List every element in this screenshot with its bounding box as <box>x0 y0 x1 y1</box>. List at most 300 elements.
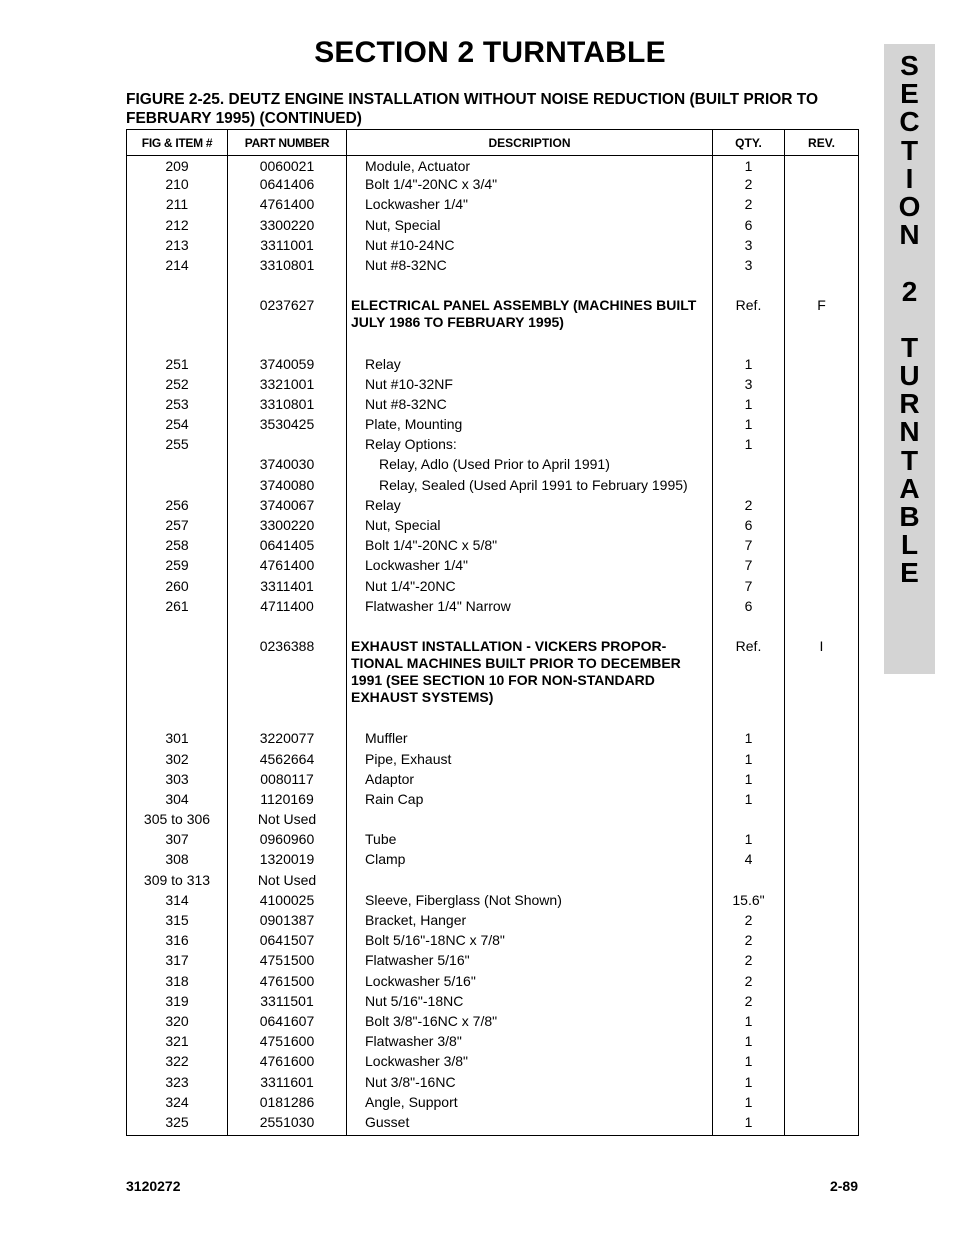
fig-item-cell <box>127 456 228 476</box>
spacer-cell <box>127 618 228 638</box>
qty-cell <box>713 456 785 476</box>
table-row <box>127 598 859 618</box>
fig-item-cell: 252 <box>127 376 228 396</box>
fig-item-cell: 260 <box>127 578 228 598</box>
fig-item-cell: 322 <box>127 1053 228 1073</box>
description-cell <box>347 872 713 892</box>
side-tab-letter: T <box>900 331 919 363</box>
side-tab-letter: U <box>899 360 920 392</box>
rev-cell <box>785 993 859 1013</box>
description-cell: Flatwasher 3/8" <box>347 1033 713 1053</box>
table-row <box>127 156 859 177</box>
part-number-cell: 3740030 <box>228 456 347 476</box>
spacer-cell <box>127 335 228 355</box>
spacer-row <box>127 277 859 297</box>
qty-cell: 2 <box>713 912 785 932</box>
table-row <box>127 578 859 598</box>
rev-cell: I <box>785 638 859 710</box>
spacer-cell <box>785 618 859 638</box>
side-tab-letter: I <box>905 162 914 194</box>
qty-cell: 2 <box>713 497 785 517</box>
description-cell: Bracket, Hanger <box>347 912 713 932</box>
fig-item-cell: 304 <box>127 791 228 811</box>
fig-item-cell: 305 to 306 <box>127 811 228 831</box>
qty-cell: 6 <box>713 217 785 237</box>
rev-cell <box>785 912 859 932</box>
qty-cell: 15.6" <box>713 892 785 912</box>
part-number-cell: 3321001 <box>228 376 347 396</box>
part-number-cell: 3310801 <box>228 257 347 277</box>
parts-table-body <box>127 156 859 1136</box>
rev-cell <box>785 791 859 811</box>
column-header-part-number: PART NUMBER <box>228 130 347 156</box>
qty-cell: 2 <box>713 196 785 216</box>
table-row <box>127 436 859 456</box>
description-cell: Lockwasher 5/16" <box>347 973 713 993</box>
fig-item-cell: 317 <box>127 952 228 972</box>
description-cell: Bolt 1/4"-20NC x 5/8" <box>347 537 713 557</box>
qty-cell: 1 <box>713 436 785 456</box>
part-number-cell: 3740080 <box>228 477 347 497</box>
description-cell: Angle, Support <box>347 1094 713 1114</box>
fig-item-cell: 301 <box>127 730 228 750</box>
rev-cell <box>785 952 859 972</box>
part-number-cell: 0237627 <box>228 297 347 335</box>
rev-cell <box>785 578 859 598</box>
rev-cell <box>785 517 859 537</box>
qty-cell: 7 <box>713 557 785 577</box>
part-number-cell: 4562664 <box>228 751 347 771</box>
side-tab-letter: C <box>899 106 920 138</box>
spacer-cell <box>347 618 713 638</box>
part-number-cell: 3310801 <box>228 396 347 416</box>
qty-cell: 6 <box>713 517 785 537</box>
description-cell: Nut #10-24NC <box>347 237 713 257</box>
description-cell: Gusset <box>347 1114 713 1136</box>
rev-cell <box>785 356 859 376</box>
assembly-row <box>127 638 859 710</box>
spacer-row <box>127 618 859 638</box>
table-row <box>127 751 859 771</box>
rev-cell <box>785 416 859 436</box>
part-number-cell: 0641607 <box>228 1013 347 1033</box>
description-cell: Lockwasher 3/8" <box>347 1053 713 1073</box>
rev-cell <box>785 892 859 912</box>
table-row <box>127 771 859 791</box>
qty-cell: 2 <box>713 176 785 196</box>
spacer-cell <box>228 710 347 730</box>
part-number-cell: 4761400 <box>228 557 347 577</box>
rev-cell <box>785 973 859 993</box>
fig-item-cell: 321 <box>127 1033 228 1053</box>
description-cell: Lockwasher 1/4" <box>347 557 713 577</box>
table-row <box>127 1094 859 1114</box>
table-row <box>127 851 859 871</box>
table-row <box>127 1074 859 1094</box>
part-number-cell: Not Used <box>228 872 347 892</box>
qty-cell: Ref. <box>713 638 785 710</box>
description-cell: EXHAUST INSTALLATION - VICKERS PROPOR-TIONAL MACHINES BUILT PRIOR TO DECEMBER 1991 (SEE SECTION 10 FOR NON-STANDARD EXHAUST SYSTEMS) <box>347 638 713 710</box>
page-number: 2-89 <box>829 1178 858 1194</box>
side-tab-letter: A <box>899 472 920 504</box>
table-row <box>127 831 859 851</box>
qty-cell: 1 <box>713 1053 785 1073</box>
spacer-cell <box>785 277 859 297</box>
fig-item-cell: 258 <box>127 537 228 557</box>
qty-cell: 2 <box>713 952 785 972</box>
rev-cell <box>785 156 859 177</box>
part-number-cell: 3311401 <box>228 578 347 598</box>
qty-cell: 7 <box>713 578 785 598</box>
table-row <box>127 196 859 216</box>
table-row <box>127 176 859 196</box>
rev-cell <box>785 771 859 791</box>
description-cell: Nut, Special <box>347 517 713 537</box>
description-cell: Relay Options: <box>347 436 713 456</box>
description-cell: Relay, Sealed (Used April 1991 to February 1995) <box>347 477 713 497</box>
description-cell: Rain Cap <box>347 791 713 811</box>
table-row <box>127 973 859 993</box>
rev-cell <box>785 872 859 892</box>
document-number: 3120272 <box>126 1178 181 1194</box>
part-number-cell: 0080117 <box>228 771 347 791</box>
part-number-cell: 4761600 <box>228 1053 347 1073</box>
part-number-cell: 4761400 <box>228 196 347 216</box>
qty-cell: 1 <box>713 356 785 376</box>
spacer-cell <box>785 710 859 730</box>
rev-cell: F <box>785 297 859 335</box>
qty-cell <box>713 872 785 892</box>
assembly-row <box>127 297 859 335</box>
qty-cell: 2 <box>713 993 785 1013</box>
description-cell: Clamp <box>347 851 713 871</box>
rev-cell <box>785 851 859 871</box>
column-header-fig-item: FIG & ITEM # <box>127 130 228 156</box>
table-row <box>127 1114 859 1136</box>
fig-item-cell: 307 <box>127 831 228 851</box>
fig-item-cell: 314 <box>127 892 228 912</box>
part-number-cell: 4761500 <box>228 973 347 993</box>
qty-cell: 1 <box>713 751 785 771</box>
table-row <box>127 1053 859 1073</box>
qty-cell: 1 <box>713 156 785 177</box>
side-tab-letter: E <box>900 557 919 589</box>
table-row <box>127 217 859 237</box>
fig-item-cell: 251 <box>127 356 228 376</box>
table-row <box>127 557 859 577</box>
spacer-cell <box>228 335 347 355</box>
rev-cell <box>785 1074 859 1094</box>
side-tab-letter: T <box>900 134 919 166</box>
fig-item-cell: 211 <box>127 196 228 216</box>
table-row <box>127 537 859 557</box>
side-tab-letter: N <box>899 416 920 448</box>
table-row <box>127 791 859 811</box>
fig-item-cell: 319 <box>127 993 228 1013</box>
description-cell: Pipe, Exhaust <box>347 751 713 771</box>
fig-item-cell: 255 <box>127 436 228 456</box>
section-title: SECTION 2 TURNTABLE <box>314 36 666 69</box>
rev-cell <box>785 196 859 216</box>
qty-cell: 1 <box>713 791 785 811</box>
fig-item-cell <box>127 477 228 497</box>
fig-item-cell: 325 <box>127 1114 228 1136</box>
table-row <box>127 952 859 972</box>
spacer-cell <box>347 710 713 730</box>
rev-cell <box>785 257 859 277</box>
part-number-cell: 3740059 <box>228 356 347 376</box>
fig-item-cell: 261 <box>127 598 228 618</box>
qty-cell: 1 <box>713 771 785 791</box>
qty-cell <box>713 477 785 497</box>
fig-item-cell <box>127 638 228 710</box>
qty-cell: 4 <box>713 851 785 871</box>
description-cell: Nut 1/4"-20NC <box>347 578 713 598</box>
part-number-cell: 3311501 <box>228 993 347 1013</box>
fig-item-cell: 324 <box>127 1094 228 1114</box>
qty-cell: 1 <box>713 396 785 416</box>
table-row <box>127 376 859 396</box>
fig-item-cell: 213 <box>127 237 228 257</box>
table-row <box>127 257 859 277</box>
section-side-tab <box>884 44 935 674</box>
part-number-cell: 3220077 <box>228 730 347 750</box>
table-row <box>127 477 859 497</box>
table-row <box>127 396 859 416</box>
qty-cell: Ref. <box>713 297 785 335</box>
qty-cell: 1 <box>713 1094 785 1114</box>
rev-cell <box>785 537 859 557</box>
rev-cell <box>785 497 859 517</box>
description-cell: Module, Actuator <box>347 156 713 177</box>
rev-cell <box>785 477 859 497</box>
part-number-cell: 0181286 <box>228 1094 347 1114</box>
rev-cell <box>785 1033 859 1053</box>
side-tab-letter: R <box>899 388 920 420</box>
table-row <box>127 932 859 952</box>
rev-cell <box>785 1013 859 1033</box>
fig-item-cell: 302 <box>127 751 228 771</box>
side-tab-letter: N <box>899 219 920 251</box>
description-cell: Nut 5/16"-18NC <box>347 993 713 1013</box>
qty-cell: 1 <box>713 1033 785 1053</box>
table-row <box>127 237 859 257</box>
description-cell: Bolt 5/16"-18NC x 7/8" <box>347 932 713 952</box>
table-row <box>127 1033 859 1053</box>
part-number-cell: 4711400 <box>228 598 347 618</box>
description-cell: Tube <box>347 831 713 851</box>
qty-cell: 1 <box>713 416 785 436</box>
spacer-cell <box>127 277 228 297</box>
rev-cell <box>785 811 859 831</box>
description-cell: Flatwasher 5/16" <box>347 952 713 972</box>
qty-cell: 2 <box>713 932 785 952</box>
part-number-cell: 0901387 <box>228 912 347 932</box>
rev-cell <box>785 932 859 952</box>
table-row <box>127 1013 859 1033</box>
side-tab-letter: T <box>900 444 919 476</box>
side-tab-letters <box>884 52 935 588</box>
description-cell: Muffler <box>347 730 713 750</box>
spacer-cell <box>785 335 859 355</box>
description-cell: Nut #8-32NC <box>347 257 713 277</box>
description-cell: Relay <box>347 356 713 376</box>
spacer-cell <box>347 335 713 355</box>
part-number-cell: 3300220 <box>228 517 347 537</box>
rev-cell <box>785 376 859 396</box>
spacer-cell <box>127 710 228 730</box>
fig-item-cell: 209 <box>127 156 228 177</box>
description-cell: Plate, Mounting <box>347 416 713 436</box>
part-number-cell: 1320019 <box>228 851 347 871</box>
description-cell: ELECTRICAL PANEL ASSEMBLY (MACHINES BUILT JULY 1986 TO FEBRUARY 1995) <box>347 297 713 335</box>
table-row <box>127 730 859 750</box>
spacer-cell <box>713 710 785 730</box>
part-number-cell: 0641405 <box>228 537 347 557</box>
table-row <box>127 497 859 517</box>
fig-item-cell: 315 <box>127 912 228 932</box>
side-tab-letter: 2 <box>901 275 918 307</box>
side-tab-letter: L <box>900 529 919 561</box>
table-header-row <box>127 130 859 156</box>
table-row <box>127 356 859 376</box>
rev-cell <box>785 751 859 771</box>
description-cell: Nut, Special <box>347 217 713 237</box>
part-number-cell: 0236388 <box>228 638 347 710</box>
part-number-cell: 3311001 <box>228 237 347 257</box>
description-cell: Nut 3/8"-16NC <box>347 1074 713 1094</box>
qty-cell: 3 <box>713 376 785 396</box>
part-number-cell: 0060021 <box>228 156 347 177</box>
fig-item-cell: 320 <box>127 1013 228 1033</box>
part-number-cell: 0960960 <box>228 831 347 851</box>
table-row <box>127 872 859 892</box>
rev-cell <box>785 217 859 237</box>
description-cell: Sleeve, Fiberglass (Not Shown) <box>347 892 713 912</box>
fig-item-cell: 214 <box>127 257 228 277</box>
table-row <box>127 811 859 831</box>
fig-item-cell: 259 <box>127 557 228 577</box>
spacer-cell <box>713 618 785 638</box>
table-row <box>127 416 859 436</box>
qty-cell: 1 <box>713 1074 785 1094</box>
parts-table <box>126 129 859 1136</box>
fig-item-cell: 316 <box>127 932 228 952</box>
part-number-cell: 4100025 <box>228 892 347 912</box>
description-cell: Lockwasher 1/4" <box>347 196 713 216</box>
description-cell <box>347 811 713 831</box>
rev-cell <box>785 176 859 196</box>
part-number-cell: 0641507 <box>228 932 347 952</box>
rev-cell <box>785 436 859 456</box>
table-row <box>127 892 859 912</box>
rev-cell <box>785 1094 859 1114</box>
qty-cell <box>713 811 785 831</box>
fig-item-cell: 210 <box>127 176 228 196</box>
qty-cell: 1 <box>713 730 785 750</box>
column-header-rev: REV. <box>785 130 859 156</box>
rev-cell <box>785 456 859 476</box>
table-row <box>127 517 859 537</box>
rev-cell <box>785 1114 859 1136</box>
side-tab-letter: S <box>900 50 919 81</box>
description-cell: Nut #10-32NF <box>347 376 713 396</box>
rev-cell <box>785 557 859 577</box>
side-tab-letter: E <box>900 78 919 110</box>
fig-item-cell: 254 <box>127 416 228 436</box>
spacer-cell <box>228 618 347 638</box>
spacer-cell <box>228 277 347 297</box>
part-number-cell: 3311601 <box>228 1074 347 1094</box>
rev-cell <box>785 598 859 618</box>
fig-item-cell: 318 <box>127 973 228 993</box>
spacer-row <box>127 335 859 355</box>
rev-cell <box>785 1053 859 1073</box>
description-cell: Flatwasher 1/4" Narrow <box>347 598 713 618</box>
column-header-description: DESCRIPTION <box>347 130 713 156</box>
part-number-cell: 1120169 <box>228 791 347 811</box>
part-number-cell <box>228 436 347 456</box>
fig-item-cell: 323 <box>127 1074 228 1094</box>
rev-cell <box>785 730 859 750</box>
rev-cell <box>785 831 859 851</box>
side-tab-letter <box>884 306 935 334</box>
side-tab-letter <box>884 249 935 277</box>
description-cell: Adaptor <box>347 771 713 791</box>
description-cell: Bolt 3/8"-16NC x 7/8" <box>347 1013 713 1033</box>
fig-item-cell: 256 <box>127 497 228 517</box>
fig-item-cell: 308 <box>127 851 228 871</box>
spacer-cell <box>347 277 713 297</box>
fig-item-cell: 303 <box>127 771 228 791</box>
side-tab-letter: O <box>898 190 921 222</box>
description-cell: Relay <box>347 497 713 517</box>
column-header-qty: QTY. <box>713 130 785 156</box>
fig-item-cell: 212 <box>127 217 228 237</box>
fig-item-cell <box>127 297 228 335</box>
qty-cell: 7 <box>713 537 785 557</box>
part-number-cell: 3300220 <box>228 217 347 237</box>
description-cell: Bolt 1/4"-20NC x 3/4" <box>347 176 713 196</box>
rev-cell <box>785 237 859 257</box>
part-number-cell: 3530425 <box>228 416 347 436</box>
qty-cell: 3 <box>713 237 785 257</box>
part-number-cell: 4751600 <box>228 1033 347 1053</box>
side-tab-letter: B <box>899 501 920 532</box>
spacer-cell <box>713 335 785 355</box>
qty-cell: 2 <box>713 973 785 993</box>
fig-item-cell: 257 <box>127 517 228 537</box>
description-cell: Nut #8-32NC <box>347 396 713 416</box>
qty-cell: 1 <box>713 1114 785 1136</box>
part-number-cell: 2551030 <box>228 1114 347 1136</box>
part-number-cell: Not Used <box>228 811 347 831</box>
table-row <box>127 993 859 1013</box>
description-cell: Relay, Adlo (Used Prior to April 1991) <box>347 456 713 476</box>
spacer-row <box>127 710 859 730</box>
spacer-cell <box>713 277 785 297</box>
figure-title: FIGURE 2-25. DEUTZ ENGINE INSTALLATION WITHOUT NOISE REDUCTION (BUILT PRIOR TO FEBRUARY 1995) (CONTINUED) <box>126 91 819 127</box>
fig-item-cell: 309 to 313 <box>127 872 228 892</box>
table-row <box>127 912 859 932</box>
rev-cell <box>785 396 859 416</box>
table-row <box>127 456 859 476</box>
qty-cell: 1 <box>713 831 785 851</box>
qty-cell: 3 <box>713 257 785 277</box>
part-number-cell: 4751500 <box>228 952 347 972</box>
fig-item-cell: 253 <box>127 396 228 416</box>
qty-cell: 1 <box>713 1013 785 1033</box>
